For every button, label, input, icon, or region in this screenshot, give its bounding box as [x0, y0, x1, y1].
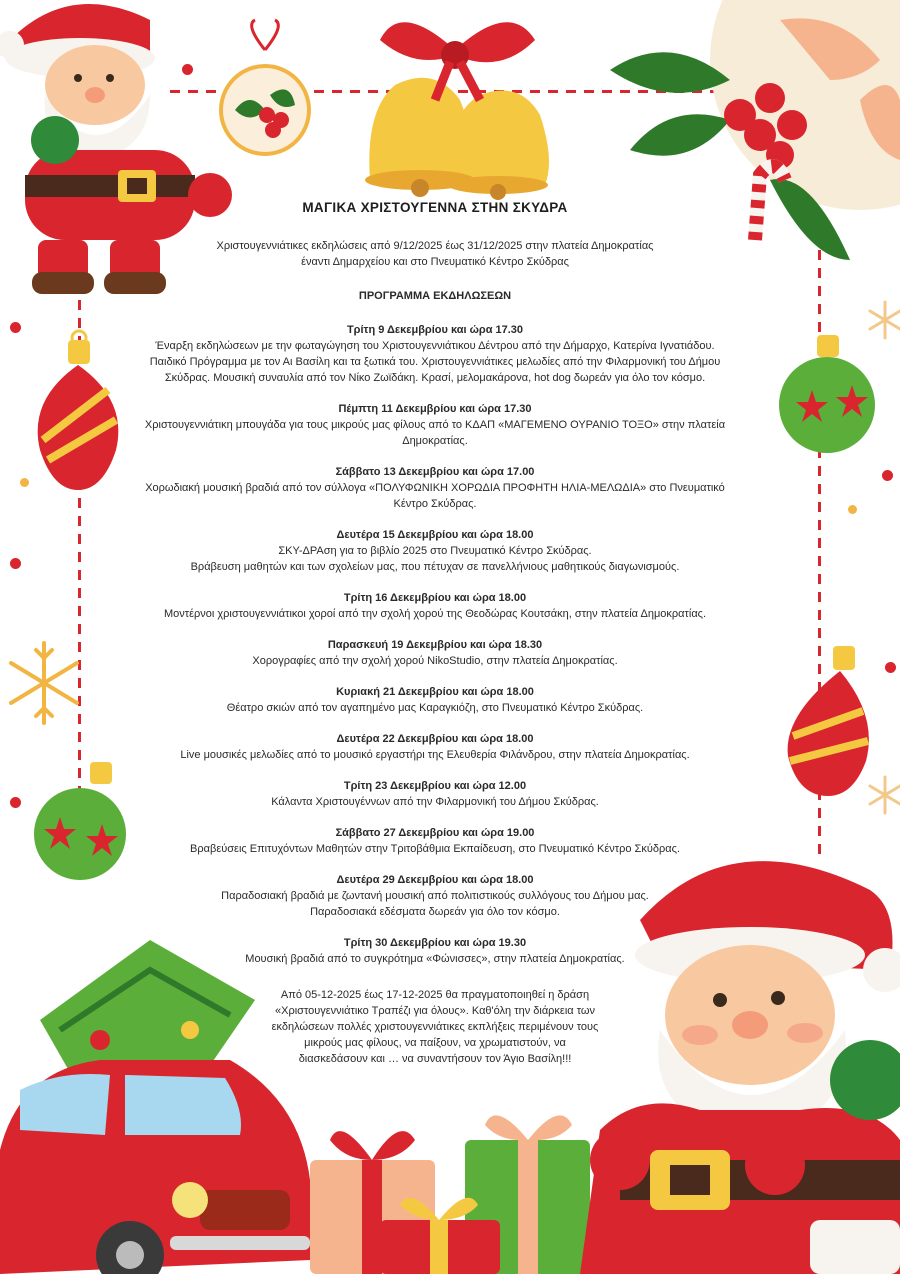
event-description: Παραδοσιακά εδέσματα δωρεάν για όλο τον κόσμο.	[310, 906, 560, 918]
event-date: Τρίτη 9 Δεκεμβρίου και ώρα 17.30	[346, 324, 524, 336]
event-item	[130, 778, 740, 810]
event-description: ΣΚΥ-ΔΡΑση για το βιβλίο 2025 στο Πνευματικό Κέντρο Σκύδρας.	[278, 545, 592, 557]
intro-line: Χριστουγεννιάτικες εκδηλώσεις από 9/12/2025 έως 31/12/2025 στην πλατεία Δημοκρατίας	[216, 240, 654, 252]
intro-text	[130, 238, 740, 270]
event-date: Δευτέρα 15 Δεκεμβρίου και ώρα 18.00	[336, 529, 534, 541]
event-description: Θέατρο σκιών από τον αγαπημένο μας Καραγκιόζη, στο Πνευματικό Κέντρο Σκύδρας.	[226, 702, 644, 714]
closing-line: εκδηλώσεων πολλές χριστουγεννιάτικες εκπλήξεις περιμένουν τους	[271, 1021, 599, 1033]
event-description: Κέντρο Σκύδρας.	[393, 498, 477, 510]
event-description: Δημοκρατίας.	[402, 435, 468, 447]
event-description: Χορογραφίες από την σχολή χορού NikoStudio, στην πλατεία Δημοκρατίας.	[252, 655, 618, 667]
decor-dot	[10, 558, 21, 569]
decor-dot	[885, 662, 896, 673]
event-description: Σκύδρας. Μουσική συναυλία από τον Νίκο Ζωϊδάκη. Κρασί, μελομακάρονα, hot dog δωρεάν για όλο τον κόσμο.	[164, 372, 706, 384]
ornament-ball-icon	[30, 762, 130, 887]
event-description: Παιδικό Πρόγραμμα με τον Αι Βασίλη και τα ξωτικά του. Χριστουγεννιάτικες μελωδίες από την Φιλαρμονική του Δήμου	[149, 356, 721, 368]
event-item	[130, 684, 740, 716]
event-date: Τρίτη 16 Δεκεμβρίου και ώρα 18.00	[343, 592, 527, 604]
event-date: Κυριακή 21 Δεκεμβρίου και ώρα 18.00	[336, 686, 534, 698]
event-description: Μοντέρνοι χριστουγεννιάτικοι χοροί από την σχολή χορού της Θεοδώρας Κουτσάκη, στην πλατεία Δημοκρατίας.	[163, 608, 707, 620]
event-description: Χριστουγεννιάτικη μπουγάδα για τους μικρούς μας φίλους από το ΚΔΑΠ «ΜΑΓΕΜΕΝΟ ΟΥΡΑΝΙΟ ΤΟΞΟ» στην πλατεία	[144, 419, 726, 431]
event-date: Δευτέρα 22 Δεκεμβρίου και ώρα 18.00	[336, 733, 534, 745]
event-date: Τρίτη 23 Δεκεμβρίου και ώρα 12.00	[343, 780, 527, 792]
closing-line: μικρούς μας φίλους, να παίξουν, να χρωματιστούν, να	[304, 1037, 566, 1049]
ornament-ball-icon	[772, 330, 882, 460]
holly-berries-icon	[215, 20, 315, 150]
decor-dot	[10, 797, 21, 808]
event-item	[130, 401, 740, 449]
gift-box-icon	[300, 1110, 600, 1274]
event-date: Τρίτη 30 Δεκεμβρίου και ώρα 19.30	[343, 937, 527, 949]
event-date: Σάββατο 27 Δεκεμβρίου και ώρα 19.00	[335, 827, 535, 839]
closing-line: Από 05-12-2025 έως 17-12-2025 θα πραγματοποιηθεί η δράση	[280, 989, 590, 1001]
event-date: Παρασκευή 19 Δεκεμβρίου και ώρα 18.30	[327, 639, 543, 651]
decor-dot	[882, 470, 893, 481]
event-description: Παραδοσιακή βραδιά με ζωντανή μουσική από πολιτιστικούς συλλόγους του Δήμου μας.	[221, 890, 649, 902]
program-heading: ΠΡΟΓΡΑΜΜΑ ΕΚΔΗΛΩΣΕΩΝ	[358, 290, 512, 302]
event-description: Βραβεύσεις Επιτυχόντων Μαθητών στην Τριτοβάθμια Εκπαίδευση, στο Πνευματικό Κέντρο Σκύδρας.	[190, 843, 680, 855]
ornament-ball-icon	[778, 636, 878, 801]
event-description: Χορωδιακή μουσική βραδιά από τον σύλλογα «ΠΟΛΥΦΩΝΙΚΗ ΧΟΡΩΔΙΑ ΠΡΟΦΗΤΗ ΗΛΙΑ-ΜΕΛΩΔΙΑ» στο Πνευματικό	[145, 482, 725, 494]
closing-note	[130, 987, 740, 1067]
page-title: ΜΑΓΙΚΑ ΧΡΙΣΤΟΥΓΕΝΝΑ ΣΤΗΝ ΣΚΥΔΡΑ	[302, 200, 568, 215]
event-description: Μουσική βραδιά από το συγκρότημα «Φώνισσες», στην πλατεία Δημοκρατίας.	[245, 953, 625, 965]
event-date: Πέμπτη 11 Δεκεμβρίου και ώρα 17.30	[338, 403, 532, 415]
event-description: Έναρξη εκδηλώσεων με την φωταγώγηση του Χριστουγεννιάτικου Δέντρου από την Δήμαρχο, Κατερίνα Ιγνατιάδου.	[155, 340, 715, 352]
christmas-bells-icon	[340, 0, 570, 195]
event-item	[130, 464, 740, 512]
decor-dot	[10, 322, 21, 333]
event-description: Live μουσικές μελωδίες από το μουσικό εργαστήρι της Ελευθερία Φιλάνδρου, στην πλατεία Δημοκρατίας.	[180, 749, 690, 761]
snowflake-icon	[868, 300, 900, 340]
decor-dot	[848, 505, 857, 514]
event-date: Δευτέρα 29 Δεκεμβρίου και ώρα 18.00	[336, 874, 534, 886]
program-document	[130, 200, 740, 1067]
event-description: Κάλαντα Χριστουγέννων από την Φιλαρμονική του Δήμου Σκύδρας.	[271, 796, 599, 808]
event-item	[130, 872, 740, 920]
closing-line: διασκεδάσουν και … να συναντήσουν τον Άγιο Βασίλη!!!	[298, 1053, 572, 1065]
event-date: Σάββατο 13 Δεκεμβρίου και ώρα 17.00	[335, 466, 535, 478]
intro-line: έναντι Δημαρχείου και στο Πνευματικό Κέντρο Σκύδρας	[301, 256, 569, 268]
snowflake-icon	[8, 638, 80, 728]
event-description: Βράβευση μαθητών και των σχολείων μας, που πέτυχαν σε πανελλήνιους μαθητικούς διαγωνισμούς.	[190, 561, 680, 573]
event-item	[130, 527, 740, 575]
ornament-ball-icon	[28, 330, 128, 495]
event-item	[130, 935, 740, 967]
event-item	[130, 637, 740, 669]
event-item	[130, 825, 740, 857]
event-item	[130, 590, 740, 622]
closing-line: «Χριστουγεννιάτικο Τραπέζι για όλους». Καθ'όλη την διάρκεια των	[275, 1005, 595, 1017]
event-item	[130, 731, 740, 763]
event-item	[130, 322, 740, 386]
